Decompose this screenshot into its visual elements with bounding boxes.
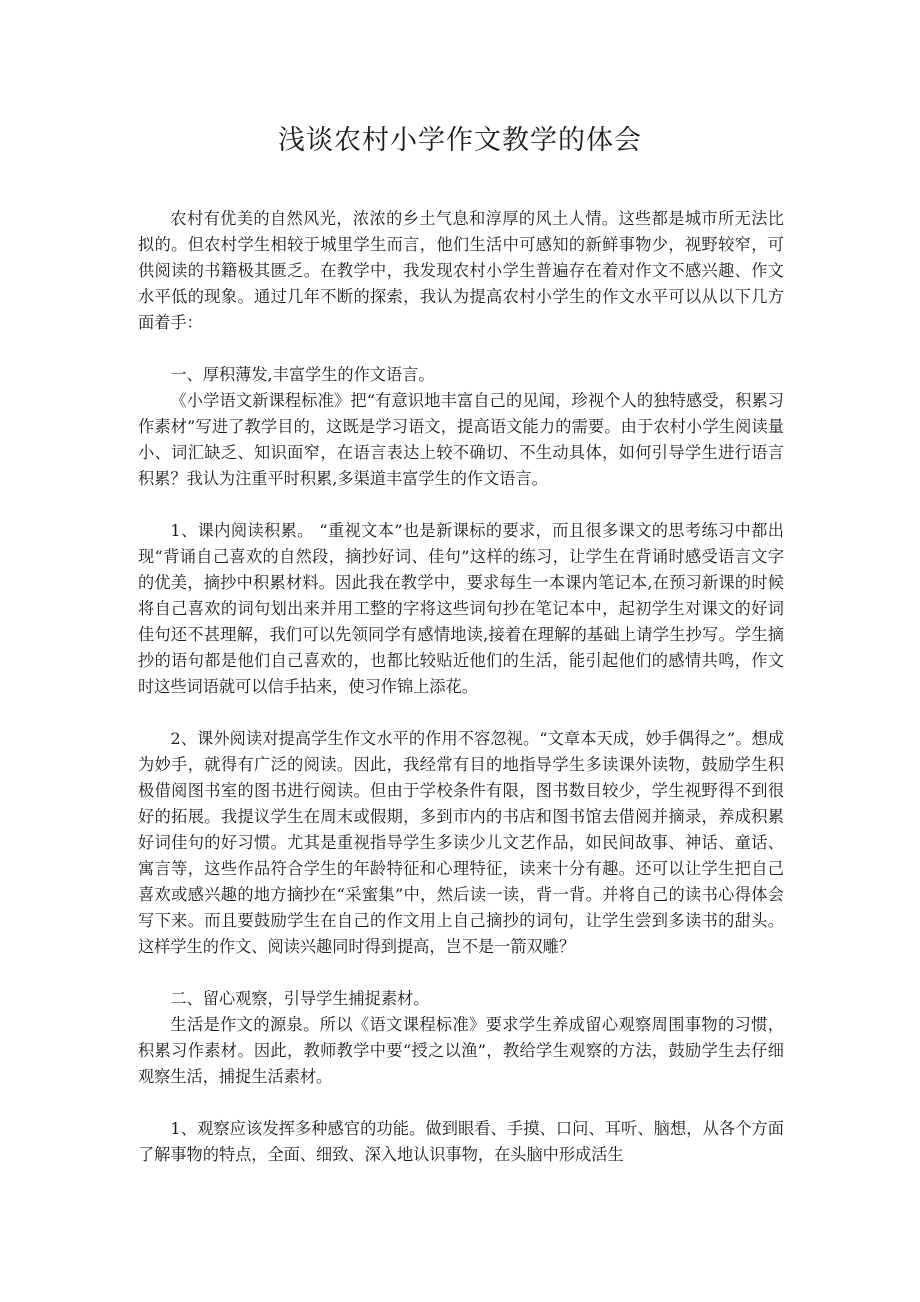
section-heading-1: 一、厚积薄发,丰富学生的作文语言。 xyxy=(170,365,435,384)
paragraph-standard: 《小学语文新课程标准》把“有意识地丰富自己的见闻，珍视个人的独特感受，积累习作素材”写进了教学目的，这既是学习语文，提高语文能力的需要。由于农村小学生阅读量小、词汇缺乏、知识面窄，在语言表达上较不确切、不生动具体，如何引导学生进行语言积累？我认为注重平时积累,多渠道丰富学生的作文语言。 xyxy=(138,391,784,488)
paragraph-observation: 1、观察应该发挥多种感官的功能。做到眼看、手摸、口问、耳听、脑想，从各个方面了解事物的特点，全面、细致、深入地认识事物，在头脑中形成活生 xyxy=(138,1119,784,1164)
document-body xyxy=(138,206,784,1168)
section-heading-2: 二、留心观察，引导学生捕捉素材。 xyxy=(170,989,430,1008)
document-title: 浅谈农村小学作文教学的体会 xyxy=(278,125,642,156)
paragraph-life-source: 生活是作文的源泉。所以《语文课程标准》要求学生养成留心观察周围事物的习惯，积累习作素材。因此，教师教学中要“授之以渔”，教给学生观察的方法，鼓励学生去仔细观察生活，捕捉生活素材。 xyxy=(138,1015,784,1086)
paragraph-intro: 农村有优美的自然风光，浓浓的乡土气息和淳厚的风土人情。这些都是城市所无法比拟的。但农村学生相较于城里学生而言，他们生活中可感知的新鲜事物少，视野较窄，可供阅读的书籍极其匮乏。在教学中，我发现农村小学生普遍存在着对作文不感兴趣、作文水平低的现象。通过几年不断的探索，我认为提高农村小学生的作文水平可以从以下几方面着手： xyxy=(138,209,784,332)
paragraph-in-class-reading: 1、课内阅读积累。 “重视文本”也是新课标的要求，而且很多课文的思考练习中都出现“背诵自己喜欢的自然段，摘抄好词、佳句”这样的练习，让学生在背诵时感受语言文字的优美，摘抄中积累材料。因此我在教学中，要求每生一本课内笔记本,在预习新课的时候将自己喜欢的词句划出来并用工整的字将这些词句抄在笔记本中，起初学生对课文的好词佳句还不甚理解，我们可以先领同学有感情地读,接着在理解的基础上请学生抄写。学生摘抄的语句都是他们自己喜欢的，也都比较贴近他们的生活，能引起他们的感情共鸣，作文时这些词语就可以信手拈来，使习作锦上添花。 xyxy=(138,521,784,696)
paragraph-extracurricular-reading: 2、课外阅读对提高学生作文水平的作用不容忽视。“文章本天成，妙手偶得之”。想成为妙手，就得有广泛的阅读。因此，我经常有目的地指导学生多读课外读物，鼓励学生积极借阅图书室的图书进行阅读。但由于学校条件有限，图书数目较少，学生视野得不到很好的拓展。我提议学生在周末或假期，多到市内的书店和图书馆去借阅并摘录，养成积累好词佳句的好习惯。尤其是重视指导学生多读少儿文艺作品，如民间故事、神话、童话、寓言等，这些作品符合学生的年龄特征和心理特征，读来十分有趣。还可以让学生把自己喜欢或感兴趣的地方摘抄在“采蜜集”中，然后读一读，背一背。并将自己的读书心得体会写下来。而且要鼓励学生在自己的作文用上自己摘抄的词句，让学生尝到多读书的甜头。这样学生的作文、阅读兴趣同时得到提高，岂不是一箭双雕？ xyxy=(138,729,784,956)
